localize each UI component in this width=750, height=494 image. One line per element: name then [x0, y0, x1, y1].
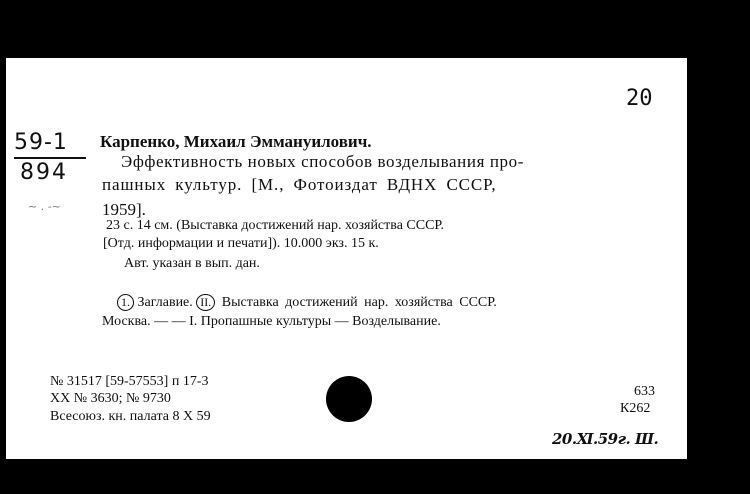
- handwritten-date: 20.Ⅺ.59г. Ш.: [552, 430, 659, 448]
- title-line-1: Эффективность новых способов возделывания про-: [121, 152, 525, 171]
- registration-line-1: № 31517 [59-57553] п 17-3: [50, 374, 209, 389]
- shelfmark-bottom: 894: [20, 160, 68, 185]
- description-line-2: [Отд. информации и печати]). 10.000 экз. 15 к.: [103, 236, 379, 251]
- tracing-exhibition: Выставка достижений нар. хозяйства СССР.: [215, 295, 497, 310]
- description-line-1: 23 с. 14 см. (Выставка достижений нар. хозяйства СССР.: [106, 218, 444, 233]
- punch-hole: [326, 376, 372, 422]
- tracing-line-2: Москва. — — I. Пропашные культуры — Возделывание.: [102, 314, 441, 329]
- title-line-2: пашных культур. [М., Фотоиздат ВДНХ СССР,: [102, 175, 497, 194]
- catalog-card: [6, 58, 687, 459]
- registration-line-2: XX № 3630; № 9730: [50, 391, 171, 406]
- author-mark: К262: [620, 401, 651, 416]
- registration-line-3: Всесоюз. кн. палата 8 X 59: [50, 409, 211, 424]
- tracing-mark-1: 1.: [117, 294, 134, 311]
- title-line-3: 1959].: [102, 200, 146, 219]
- tracing-mark-2: II.: [196, 294, 215, 311]
- shelfmark-top: 59-1: [14, 130, 68, 155]
- tracing-line-1: [117, 294, 497, 311]
- classification-number: 633: [634, 384, 655, 399]
- shelfmark-divider: [14, 157, 86, 159]
- author-note: Авт. указан в вып. дан.: [124, 256, 260, 271]
- faint-stamp-mark: ~ . -~: [28, 200, 61, 213]
- card-number: 20: [626, 86, 653, 111]
- author-heading: Карпенко, Михаил Эммануилович.: [100, 132, 372, 151]
- tracing-subject-title: Заглавие.: [134, 295, 197, 310]
